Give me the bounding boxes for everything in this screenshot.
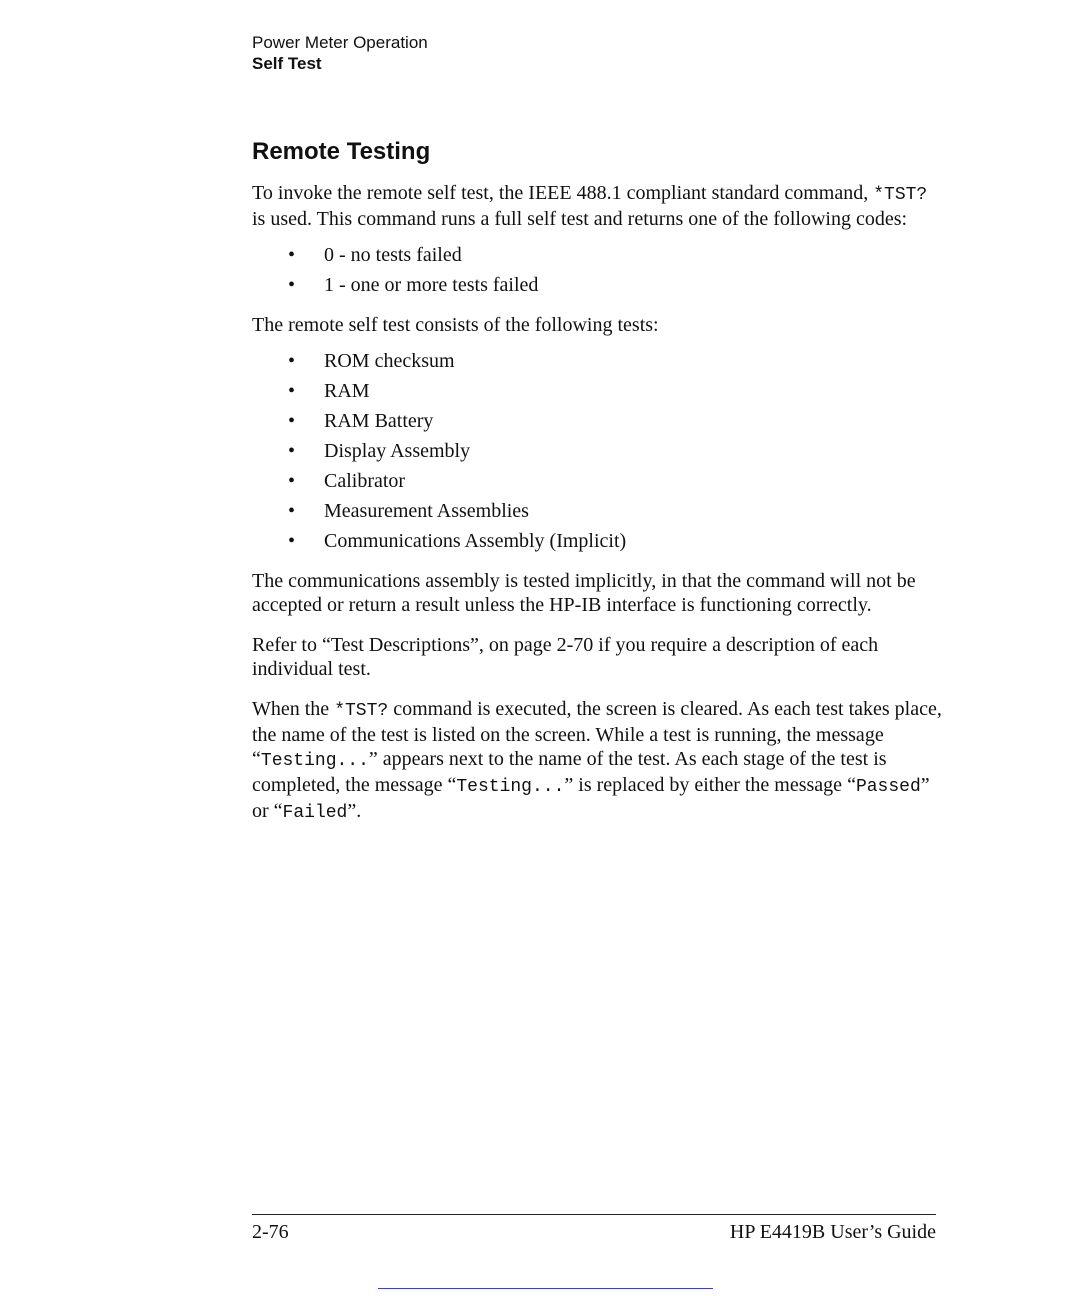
list-item-text: Communications Assembly (Implicit) bbox=[324, 530, 627, 552]
intro-paragraph bbox=[252, 181, 942, 231]
list-item bbox=[252, 409, 942, 433]
exec-text: command is executed, the screen is cleared. As each test takes place, the name of the test is listed on the screen. While a test is running, the message “ bbox=[252, 698, 942, 770]
list-item-text: RAM Battery bbox=[324, 410, 434, 432]
intro-text-before: To invoke the remote self test, the IEEE 488.1 compliant standard command, bbox=[252, 182, 874, 204]
tests-list bbox=[252, 349, 942, 553]
section-title: Self Test bbox=[252, 54, 322, 73]
tst-command-code: *TST? bbox=[334, 701, 389, 721]
bullet-icon: • bbox=[288, 244, 296, 266]
page-body bbox=[252, 137, 942, 841]
bullet-icon: • bbox=[288, 380, 296, 402]
refer-paragraph: Refer to “Test Descriptions”, on page 2-70 if you require a description of each individual test. bbox=[252, 634, 879, 680]
list-item-text: Measurement Assemblies bbox=[324, 500, 529, 522]
list-item-text: Display Assembly bbox=[324, 440, 471, 462]
list-item-text: RAM bbox=[324, 380, 370, 402]
bullet-icon: • bbox=[288, 440, 296, 462]
list-item bbox=[252, 243, 942, 267]
list-item-text: 1 - one or more tests failed bbox=[324, 274, 539, 296]
exec-text: ” appears next to the name of the test. As each stage of the test is completed, the message “ bbox=[252, 748, 887, 796]
guide-title: HP E4419B User’s Guide bbox=[729, 1221, 936, 1243]
page-heading: Remote Testing bbox=[252, 138, 431, 165]
list-item-text: Calibrator bbox=[324, 470, 406, 492]
list-item bbox=[252, 469, 942, 493]
list-item bbox=[252, 273, 942, 297]
exec-text: ” is replaced by either the message “ bbox=[564, 774, 856, 796]
list-item bbox=[252, 529, 942, 553]
tests-intro-paragraph: The remote self test consists of the following tests: bbox=[252, 314, 659, 336]
bullet-icon: • bbox=[288, 350, 296, 372]
tst-command-code: *TST? bbox=[873, 185, 928, 205]
bullet-icon: • bbox=[288, 410, 296, 432]
exec-text: ” or “ bbox=[252, 774, 930, 822]
list-item-text: 0 - no tests failed bbox=[324, 244, 462, 266]
execution-paragraph bbox=[252, 697, 942, 825]
exec-text: ”. bbox=[347, 800, 362, 822]
list-item bbox=[252, 379, 942, 403]
testing-message-code: Testing... bbox=[456, 777, 565, 797]
bullet-icon: • bbox=[288, 470, 296, 492]
failed-message-code: Failed bbox=[282, 803, 348, 823]
exec-text: When the bbox=[252, 698, 335, 720]
list-item bbox=[252, 349, 942, 373]
chapter-title: Power Meter Operation bbox=[252, 33, 428, 52]
link-underline[interactable] bbox=[378, 1288, 713, 1289]
passed-message-code: Passed bbox=[855, 777, 921, 797]
bullet-icon: • bbox=[288, 500, 296, 522]
list-item bbox=[252, 499, 942, 523]
return-codes-list bbox=[252, 243, 942, 297]
footer-divider bbox=[252, 1214, 936, 1215]
page-number: 2-76 bbox=[252, 1221, 289, 1243]
running-header bbox=[252, 32, 428, 74]
bullet-icon: • bbox=[288, 274, 296, 296]
intro-text-after: is used. This command runs a full self test and returns one of the following codes: bbox=[252, 208, 908, 230]
testing-message-code: Testing... bbox=[260, 751, 369, 771]
list-item bbox=[252, 439, 942, 463]
communications-paragraph: The communications assembly is tested implicitly, in that the command will not be accepted or return a result unless the HP-IB interface is functioning correctly. bbox=[252, 570, 916, 616]
list-item-text: ROM checksum bbox=[324, 350, 455, 372]
bullet-icon: • bbox=[288, 530, 296, 552]
